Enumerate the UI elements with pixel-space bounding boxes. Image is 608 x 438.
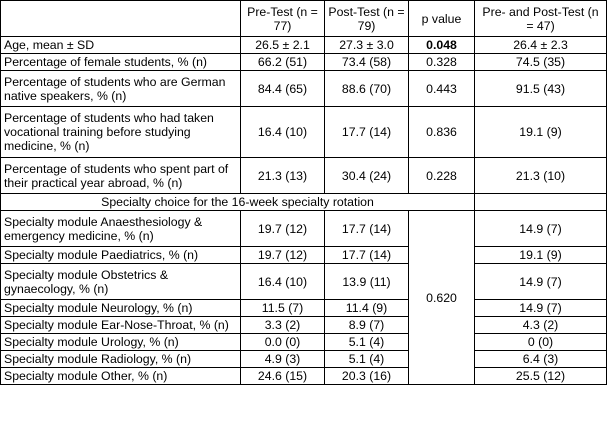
- section-empty-cell: [475, 194, 607, 211]
- post-test-value: 27.3 ± 3.0: [325, 37, 409, 54]
- pre-test-value: 24.6 (15): [241, 368, 325, 385]
- table-row: [1, 264, 607, 300]
- row-label: Percentage of students who had taken vocational training before studying medicine, % (n): [1, 107, 241, 158]
- table-row: [1, 300, 607, 317]
- table-row: [1, 334, 607, 351]
- table-row: [1, 107, 607, 158]
- post-test-value: 17.7 (14): [325, 211, 409, 247]
- pre-and-post-test-value: 19.1 (9): [475, 247, 607, 264]
- row-label: Percentage of students who are German native speakers, % (n): [1, 71, 241, 107]
- p-value: 0.443: [409, 71, 475, 107]
- post-test-value: 30.4 (24): [325, 158, 409, 194]
- row-label: Percentage of female students, % (n): [1, 54, 241, 71]
- pre-test-value: 66.2 (51): [241, 54, 325, 71]
- table-row: [1, 368, 607, 385]
- row-label: Specialty module Obstetrics & gynaecology, % (n): [1, 264, 241, 300]
- pre-test-value: 21.3 (13): [241, 158, 325, 194]
- pre-and-post-test-value: 4.3 (2): [475, 317, 607, 334]
- post-test-value: 88.6 (70): [325, 71, 409, 107]
- p-value: 0.228: [409, 158, 475, 194]
- pre-and-post-test-value: 26.4 ± 2.3: [475, 37, 607, 54]
- table-row: [1, 71, 607, 107]
- pre-and-post-test-value: 14.9 (7): [475, 211, 607, 247]
- pre-and-post-test-value: 19.1 (9): [475, 107, 607, 158]
- post-test-value: 11.4 (9): [325, 300, 409, 317]
- pre-and-post-test-value: 6.4 (3): [475, 351, 607, 368]
- pre-test-value: 84.4 (65): [241, 71, 325, 107]
- row-label: Specialty module Ear-Nose-Throat, % (n): [1, 317, 241, 334]
- post-test-value: 20.3 (16): [325, 368, 409, 385]
- table-row: [1, 158, 607, 194]
- pre-test-value: 26.5 ± 2.1: [241, 37, 325, 54]
- pre-and-post-test-value: 21.3 (10): [475, 158, 607, 194]
- pre-and-post-test-value: 25.5 (12): [475, 368, 607, 385]
- table-row: [1, 247, 607, 264]
- post-test-value: 13.9 (11): [325, 264, 409, 300]
- pre-test-value: 0.0 (0): [241, 334, 325, 351]
- section-title: Specialty choice for the 16-week specialty rotation: [1, 194, 475, 211]
- pre-test-value: 19.7 (12): [241, 247, 325, 264]
- header-pre-and-post-test: Pre- and Post-Test (n = 47): [475, 1, 607, 37]
- header-label-cell: [1, 1, 241, 37]
- header-pre-test: Pre-Test (n = 77): [241, 1, 325, 37]
- table-row: [1, 54, 607, 71]
- section-row: [1, 194, 607, 211]
- pre-and-post-test-value: 91.5 (43): [475, 71, 607, 107]
- table-row: [1, 211, 607, 247]
- p-value: 0.836: [409, 107, 475, 158]
- pre-test-value: 4.9 (3): [241, 351, 325, 368]
- row-label: Specialty module Anaesthesiology & emergency medicine, % (n): [1, 211, 241, 247]
- row-label: Specialty module Other, % (n): [1, 368, 241, 385]
- row-label: Specialty module Urology, % (n): [1, 334, 241, 351]
- row-label: Specialty module Neurology, % (n): [1, 300, 241, 317]
- pre-test-value: 11.5 (7): [241, 300, 325, 317]
- pre-test-value: 16.4 (10): [241, 264, 325, 300]
- pre-test-value: 3.3 (2): [241, 317, 325, 334]
- row-label: Specialty module Radiology, % (n): [1, 351, 241, 368]
- pre-test-value: 16.4 (10): [241, 107, 325, 158]
- post-test-value: 5.1 (4): [325, 351, 409, 368]
- specialty-p-value: 0.620: [409, 211, 475, 385]
- post-test-value: 73.4 (58): [325, 54, 409, 71]
- pre-and-post-test-value: 0 (0): [475, 334, 607, 351]
- pre-and-post-test-value: 14.9 (7): [475, 264, 607, 300]
- post-test-value: 5.1 (4): [325, 334, 409, 351]
- header-p-value: p value: [409, 1, 475, 37]
- header-post-test: Post-Test (n = 79): [325, 1, 409, 37]
- p-value: 0.328: [409, 54, 475, 71]
- post-test-value: 8.9 (7): [325, 317, 409, 334]
- pre-test-value: 19.7 (12): [241, 211, 325, 247]
- pre-and-post-test-value: 74.5 (35): [475, 54, 607, 71]
- header-row: [1, 1, 607, 37]
- row-label: Age, mean ± SD: [1, 37, 241, 54]
- row-label: Percentage of students who spent part of their practical year abroad, % (n): [1, 158, 241, 194]
- table-row: [1, 351, 607, 368]
- post-test-value: 17.7 (14): [325, 247, 409, 264]
- row-label: Specialty module Paediatrics, % (n): [1, 247, 241, 264]
- table-row: [1, 37, 607, 54]
- table-row: [1, 317, 607, 334]
- p-value: 0.048: [409, 37, 475, 54]
- pre-and-post-test-value: 14.9 (7): [475, 300, 607, 317]
- post-test-value: 17.7 (14): [325, 107, 409, 158]
